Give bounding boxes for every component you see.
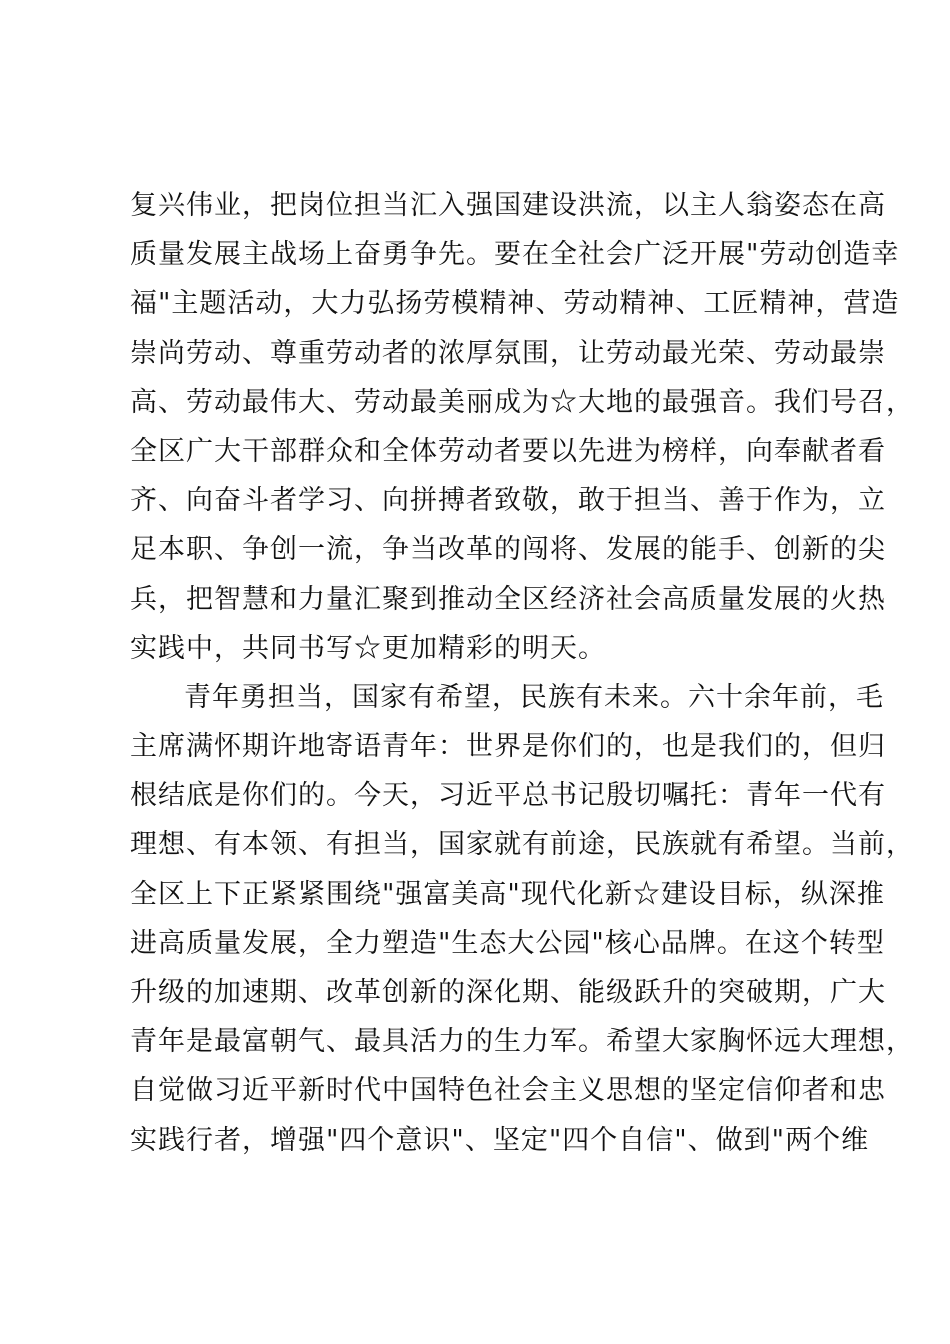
paragraph-line: 升级的加速期、改革创新的深化期、能级跃升的突破期，广大 — [130, 977, 886, 1008]
paragraph-line: 全区上下正紧紧围绕"强富美高"现代化新☆建设目标，纵深推 — [130, 878, 885, 910]
paragraph-line: 主席满怀期许地寄语青年：世界是你们的，也是我们的，但归 — [130, 731, 886, 763]
paragraph-line: 复兴伟业，把岗位担当汇入强国建设洪流，以主人翁姿态在高 — [130, 190, 886, 221]
paragraph-line: 足本职、争创一流，争当改革的闯将、发展的能手、创新的尖 — [130, 534, 886, 566]
paragraph-line: 质量发展主战场上奋勇争先。要在全社会广泛开展"劳动创造幸 — [130, 239, 900, 271]
paragraph-line: 进高质量发展，全力塑造"生态大公园"核心品牌。在这个转型 — [130, 927, 885, 959]
paragraph-line: 兵，把智慧和力量汇聚到推动全区经济社会高质量发展的火热 — [130, 583, 886, 615]
paragraph-line: 齐、向奋斗者学习、向拼搏者致敬，敢于担当、善于作为，立 — [130, 485, 886, 517]
paragraph-line: 自觉做习近平新时代中国特色社会主义思想的坚定信仰者和忠 — [130, 1075, 886, 1107]
paragraph-line: 全区广大干部群众和全体劳动者要以先进为榜样，向奉献者看 — [130, 435, 886, 467]
paragraph-line: 实践行者，增强"四个意识"、坚定"四个自信"、做到"两个维 — [130, 1124, 870, 1156]
paragraph-line: 青年是最富朝气、最具活力的生力军。希望大家胸怀远大理想， — [130, 1026, 914, 1058]
paragraph-line: 崇尚劳动、尊重劳动者的浓厚氛围，让劳动最光荣、劳动最崇 — [130, 337, 886, 369]
paragraph-line: 理想、有本领、有担当，国家就有前途，民族就有希望。当前， — [130, 829, 914, 861]
paragraph-line: 青年勇担当，国家有希望，民族有未来。六十余年前，毛 — [184, 681, 884, 713]
paragraph-line: 实践中，共同书写☆更加精彩的明天。 — [130, 632, 606, 664]
paragraph-line: 福"主题活动，大力弘扬劳模精神、劳动精神、工匠精神，营造 — [130, 288, 900, 320]
document-body — [130, 181, 914, 1165]
paragraph-line: 高、劳动最伟大、劳动最美丽成为☆大地的最强音。我们号召， — [130, 386, 914, 418]
paragraph-1 — [130, 181, 914, 673]
paragraph-2 — [130, 673, 914, 1165]
paragraph-line: 根结底是你们的。今天，习近平总书记殷切嘱托：青年一代有 — [130, 780, 886, 812]
